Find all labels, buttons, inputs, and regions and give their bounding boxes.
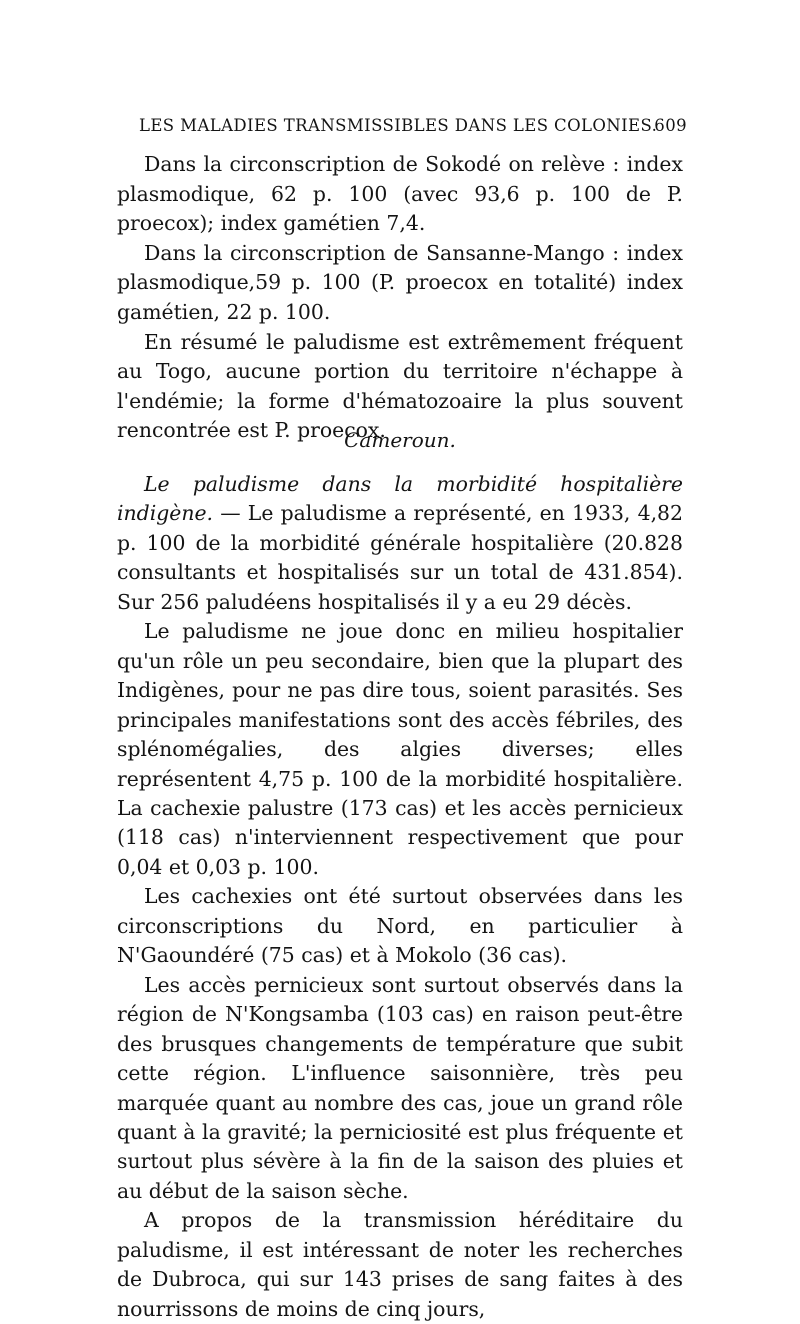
paragraph: Le paludisme ne joue donc en milieu hospitalier qu'un rôle un peu secondaire, bien que la plupart des Indigènes, pour ne pas dire tous, soient parasités. Ses principales manifestations sont des accès fébriles, des splénomégalies, des algies diverses; elles représentent 4,75 p. 100 de la morbidité hospitalière. La cachexie palustre (173 cas) et les accès pernicieux (118 cas) n'interviennent respectivement que pour 0,04 et 0,03 p. 100. bbox=[117, 619, 683, 879]
body-text-top bbox=[117, 150, 683, 446]
paragraph: A propos de la transmission héréditaire du paludisme, il est intéressant de noter les recherches de Dubroca, qui sur 143 prises de sang faites à des nourrissons de moins de cinq jours, bbox=[117, 1208, 683, 1321]
paragraph-subheading: Le paludisme dans la morbidité hospitalière indigène. bbox=[117, 472, 683, 526]
paragraph: En résumé le paludisme est extrêmement fréquent au Togo, aucune portion du territoire n'échappe à l'endémie; la forme d'hématozoaire la plus souvent rencontrée est P. proecox. bbox=[117, 329, 683, 443]
body-text-bottom bbox=[117, 470, 683, 1324]
running-head-title: LES MALADIES TRANSMISSIBLES DANS LES COLONIES. bbox=[139, 116, 658, 135]
section-heading: Cameroun. bbox=[344, 428, 456, 452]
paragraph: Dans la circonscription de Sokodé on relève : index plasmodique, 62 p. 100 (avec 93,6 p. 100 de P. proecox); index gamétien 7,4. bbox=[117, 152, 683, 236]
paragraph bbox=[117, 470, 683, 617]
paragraph: Les accès pernicieux sont surtout observés dans la région de N'Kongsamba (103 cas) en raison peut-être des brusques changements de température que subit cette région. L'influence saisonnière, très peu marquée quant au nombre des cas, joue un grand rôle quant à la gravité; la perniciosité est plus fréquente et surtout plus sévère à la fin de la saison des pluies et au début de la saison sèche. bbox=[117, 972, 683, 1203]
paragraph-text: — Le paludisme a représenté, en 1933, 4,82 p. 100 de la morbidité générale hospitalière (20.828 consultants et hospitalisés sur un total de 431.854). Sur 256 paludéens hospitalisés il y a eu 29 décès. bbox=[117, 501, 683, 614]
page-number: 609 bbox=[654, 116, 687, 135]
paragraph: Les cachexies ont été surtout observées dans les circonscriptions du Nord, en particulier à N'Gaoundéré (75 cas) et à Mokolo (36 cas). bbox=[117, 884, 683, 968]
paragraph: Dans la circonscription de Sansanne-Mango : index plasmodique,59 p. 100 (P. proecox en totalité) index gamétien, 22 p. 100. bbox=[117, 240, 683, 324]
